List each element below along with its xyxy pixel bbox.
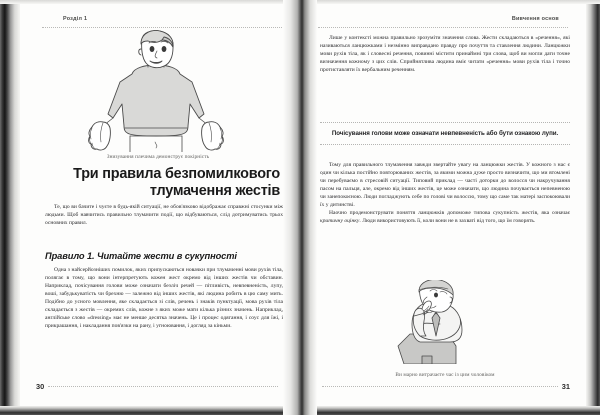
rule-1-text-part-2: має не менше десятка значень. Це і процес одягання, і соус для їжі, і прикрашання, і накладання пов'язки на рану, і угноювання, і догляд за кіньми. [45,315,284,330]
book-gutter [283,0,317,415]
intro-paragraph-text: Те, що ви бачите і чуєте в будь-якій ситуації, не обов'язково відображає справжні стосунки між людьми. Щоб навчитись правильно тлумачити події, що відбуваються, слід дотримуватись трьох основних правил. [45,204,283,227]
right-paragraph-2b-text: Наочно продемонструвати поняття ланцюжків допоможе типова сукупність жестів, яка означає [329,210,570,217]
rule-1-heading: Правило 1. Читайте жести в сукупності [45,251,237,261]
book-left-edge [0,0,22,415]
left-page [20,4,296,406]
running-head-rule [42,27,282,28]
right-page-number: 31 [561,381,570,391]
intro-paragraph [45,203,283,227]
pull-quote-callout: Почісування голови може означати невпевненість або бути ознакою лупи. [320,122,570,145]
left-page-number: 30 [36,381,45,391]
right-paragraph-2 [320,161,570,225]
critical-evaluation-emphasis: критичну оцінку [320,218,360,225]
rule-1-paragraph [45,266,283,330]
left-running-head [42,16,282,30]
shrug-illustration [72,30,240,152]
right-paragraph-1 [320,34,570,74]
right-folio-rule [322,386,558,387]
right-running-head-label: Вивчення основ [509,16,562,22]
critical-evaluation-figure-caption: Ви марно витрачаєте час із цим чоловіком [395,372,495,378]
right-folio [318,380,570,392]
rule-1-quoted-word: «dressing» [87,315,112,322]
shrug-figure-caption: Знизування плечима демонструє покірність [106,154,210,160]
left-folio [36,380,282,392]
left-folio-rule [48,386,278,387]
right-paragraph-2a-text: Тому для правильного тлумачення завжди звертайте увагу на ланцюжки жестів. У кожного з нас є один чи кілька постійно повторюваних жестів, за якими можна дуже просто визначити, що ми втомлені чи перебуваємо в стресовій ситуації. Типовий приклад — часті доторки до волосся чи накручування пасом на пальця, але, окремо від інших жестів, це може означати, що людина почувається непевненою чи занепокоєною. Люди погладжують себе по голові чи волоссю, тому що саме так матері заспокоювали їх у дитинстві. [320,162,570,209]
right-page [304,4,586,406]
right-paragraph-1-text: Лише у контексті можна правильно зрозуміти значення слова. Жести складаються в «речення», які називаються ланцюжками і незмінно виправдано правду про почуття та ставлення людини. Ланцюжки мови рухів тіла, як і словесні речення, повинні містити принаймні три слова, щоб ви могли дати точне визначення кожному з цих слів. Сприйнятлива людина вміє читати «речення» мови рухів тіла і точно протиставляти їх вербальним реченням. [320,35,570,74]
book-right-edge [584,0,600,415]
running-head-rule [318,27,568,28]
page-title: Три правила безпомилкового тлумачення жестів [73,166,280,199]
right-running-head [318,16,568,30]
left-running-head-label: Розділ 1 [60,16,90,22]
critical-evaluation-illustration [374,280,506,364]
rule-1-text-part-1: Одна з найсерйозніших помилок, яких припускаються новачки при тлумаченні мови рухів тіла, полягає в тому, що вони інтерпретують кожен жест окремо від інших жестів чи обставин. Наприклад, почісування голови може означати безліч речей — пітливість, невпевненість, лупу, воші, забудькуватість чи брехню — залежно від інших жестів, які людина робить в цю саму мить. Подібно до усного мовлення, яке складається зі слів, речень і знаків пунктуації, мова рухів тіла складається з жестів — окремих слів, кожне з яких може мати кілька різних значень. Наприклад, англійське слово [45,267,283,322]
right-paragraph-2c-text: . Люди використовують її, коли вони не в захваті від того, що їм говорять. [359,218,536,225]
